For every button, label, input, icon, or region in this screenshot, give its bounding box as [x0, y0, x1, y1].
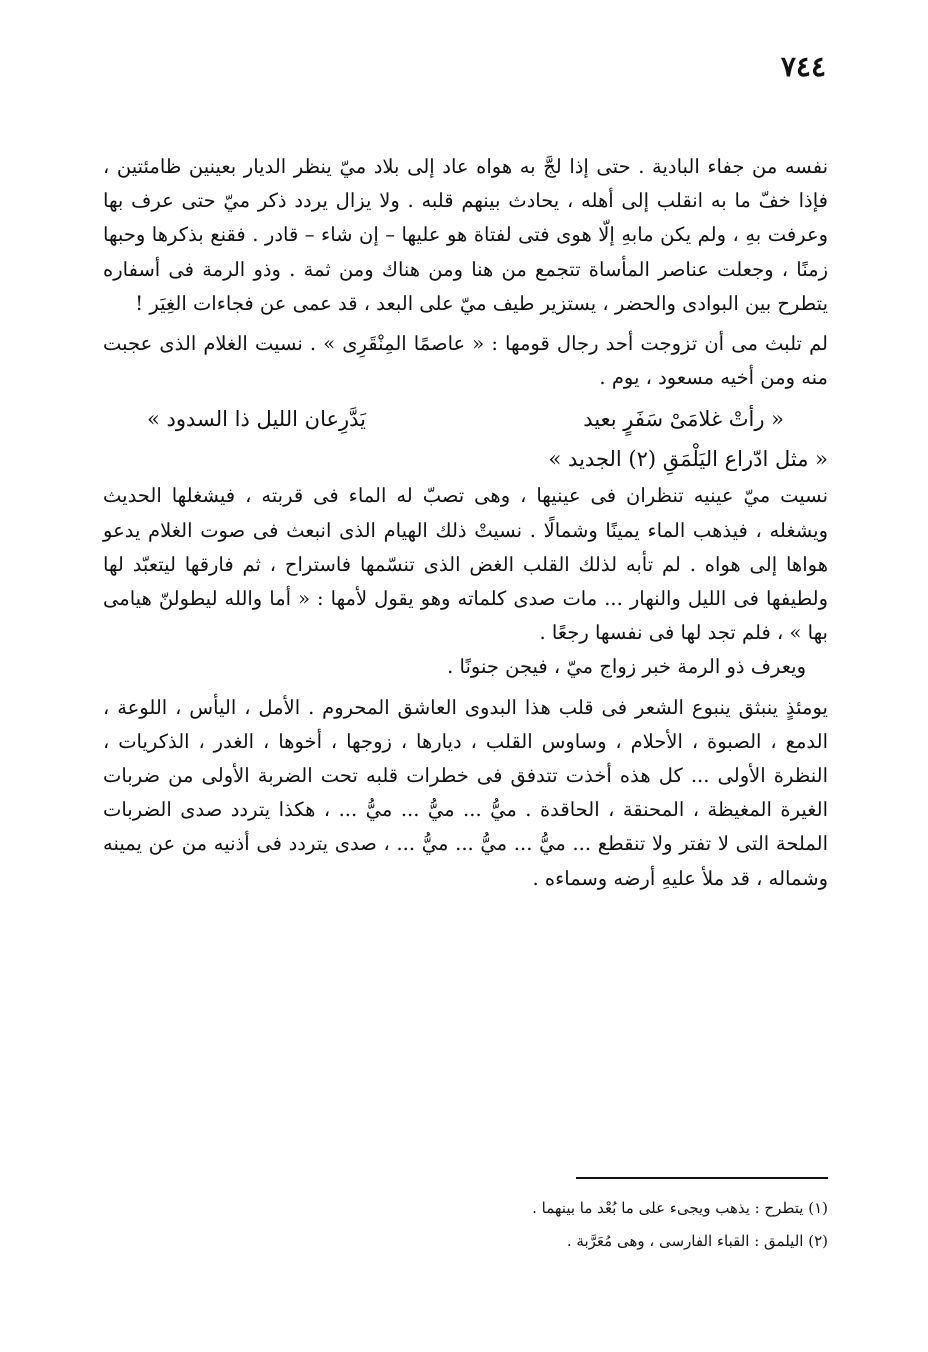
footnote-2: (٢) اليلمق : القباء الفارسى ، وهى مُعَرَّبة .	[566, 1232, 828, 1250]
poem-verse	[103, 399, 828, 479]
footnote-1: (١) يتطرح : يذهب ويجىء على ما بُعْد ما بينهما .	[532, 1199, 828, 1217]
footnote-divider	[576, 1177, 828, 1179]
verse-line-1	[103, 399, 828, 439]
paragraph-1: نفسه من جفاء البادية . حتى إذا لجَّ به هواه عاد إلى بلاد ميّ ينظر الديار بعينين ظامئتين ، فإذا خفّ ما به انقلب إلى أهله ، يحادث بينهم قلبه . ولا يزال يردد ذكر ميّ حتى عرف بها وعرفت بهِ ، ولم يكن مابهِ إلّا هوى فتى لفتاة هو عليها – إن شاء – قادر . فقنع بذكرها وحبها زمنًا ، وجعلت عناصر المأساة تتجمع من هنا ومن هناك ومن ثمة . وذو الرمة فى أسفاره يتطرح بين البوادى والحضر ، يستزير طيف ميّ على البعد ، قد عمى عن فجاءات الغِيَر !	[103, 155, 828, 315]
verse-hemistich-right: « رأتْ غلامَىْ سَفَرٍ بعيد	[583, 407, 784, 432]
footnotes	[308, 1192, 828, 1258]
verse-hemistich-left: يَدَّرِعان الليل ذا السدود »	[147, 407, 367, 432]
verse-line-2: « مثل ادّراع اليَلْمَقِ (٢) الجديد »	[548, 447, 828, 472]
page-number: ٧٤٤	[780, 50, 826, 83]
paragraph-3: نسيت ميّ عينيه تنظران فى عينيها ، وهى تصبّ له الماء فى قربته ، فيشغلها الحديث ويشغله ، فيذهب الماء يمينًا وشمالًا . نسيتْ ذلك الهيام الذى انبعث فى صوت الغلام يدعو هواها إلى هواه . لم تأبه لذلك القلب الغض الذى تنسّمها فاستراح ، ثم فارقها ليتعبّد لها ولطيفها فى الليل والنهار ... مات صدى كلماته وهو يقول لأمها : « أما والله ليطولنّ هيامى بها » ، فلم تجد لها فى نفسها رجعًا .	[103, 484, 828, 645]
paragraph-4: ويعرف ذو الرمة خبر زواج ميّ ، فيجن جنونًا .	[447, 655, 806, 679]
paragraph-5: يومئذٍ ينبثق ينبوع الشعر فى قلب هذا البدوى العاشق المحروم . الأمل ، اليأس ، اللوعة ، الدمع ، الصبوة ، الأحلام ، وساوس القلب ، ديارها ، زوجها ، أخوها ، الغدر ، الذكريات ، النظرة الأولى ... كل هذه أخذت تتدفق فى خطرات قلبه تحت الضربة الأولى من ضربات الغيرة المغيظة ، المحنقة ، الحاقدة . ميُّ ... ميُّ ... ميُّ ... ، هكذا يتردد صدى الضربات الملحة التى لا تفتر ولا تنقطع ... ميُّ ... ميُّ ... ميُّ ... ، صدى يتردد فى أذنيه من عن يمينه وشماله ، قد ملأ عليهِ أرضه وسماءه .	[103, 695, 828, 890]
paragraph-2: لم تلبث مى أن تزوجت أحد رجال قومها : « عاصمًا المِنْقَرِى » . نسيت الغلام الذى عجبت منه ومن أخيه مسعود ، يوم .	[103, 332, 828, 390]
main-text	[103, 150, 828, 896]
